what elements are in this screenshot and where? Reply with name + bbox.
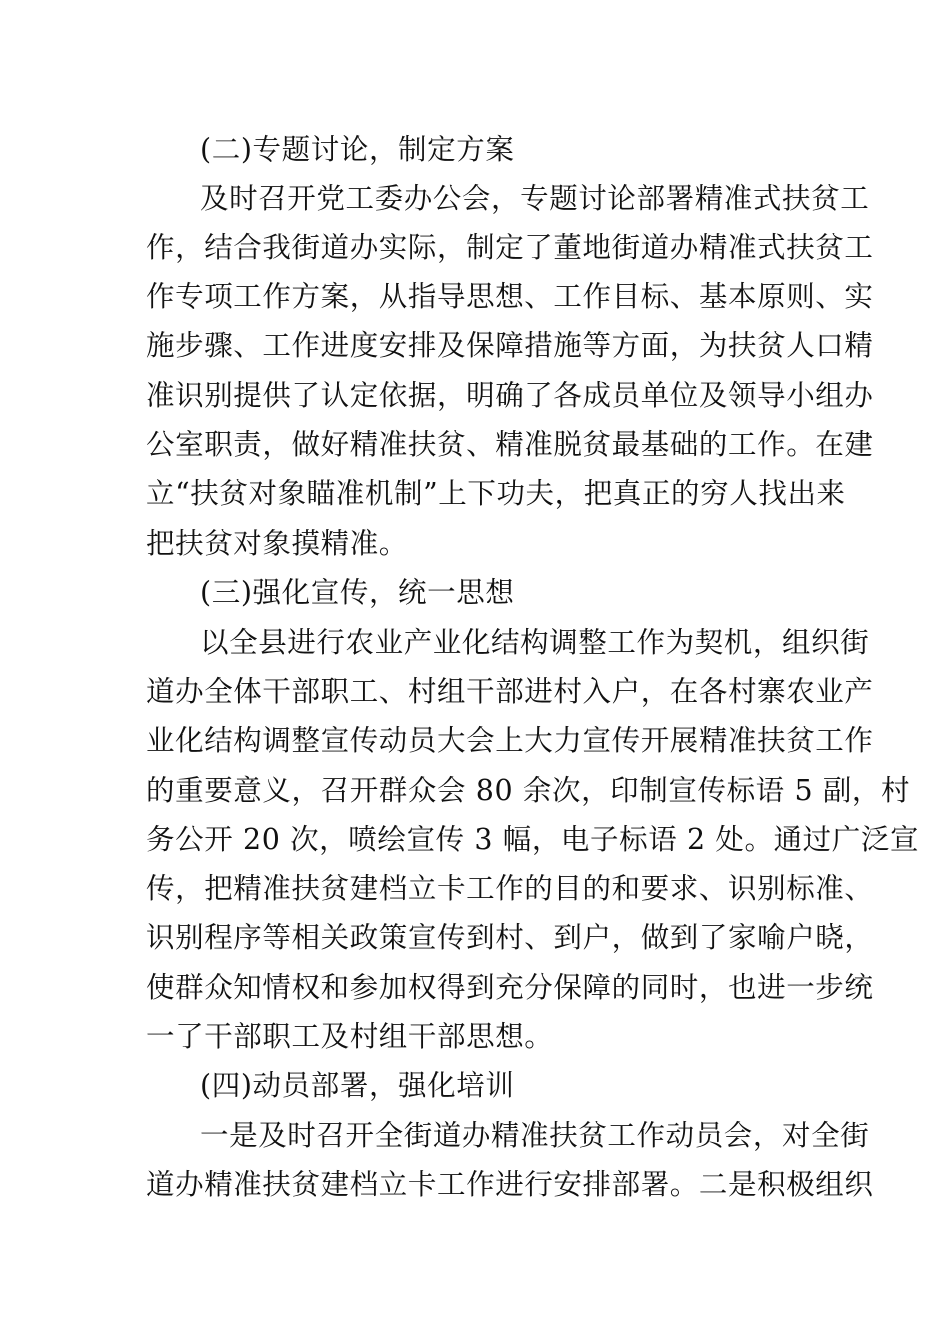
paragraph-line: 道办精准扶贫建档立卡工作进行安排部署。二是积极组织 [146, 1168, 874, 1201]
section-heading-2: (二)专题讨论，制定方案 [200, 133, 515, 166]
paragraph-line: 的重要意义，召开群众会 80 余次，印制宣传标语 5 副，村 [146, 774, 911, 807]
paragraph-line: 立“扶贫对象瞄准机制”上下功夫，把真正的穷人找出来 [146, 477, 846, 510]
paragraph-line: 道办全体干部职工、村组干部进村入户，在各村寨农业产 [146, 675, 874, 708]
section-heading-3: (三)强化宣传，统一思想 [200, 576, 515, 609]
paragraph-line: 识别程序等相关政策宣传到村、到户，做到了家喻户晓， [146, 921, 874, 954]
paragraph-line: 务公开 20 次，喷绘宣传 3 幅，电子标语 2 处。通过广泛宣 [146, 823, 920, 856]
paragraph-line: 业化结构调整宣传动员大会上大力宣传开展精准扶贫工作 [146, 724, 874, 757]
section-heading-4: (四)动员部署，强化培训 [200, 1069, 515, 1102]
paragraph-line: 一了干部职工及村组干部思想。 [146, 1020, 554, 1053]
paragraph-line: 把扶贫对象摸精准。 [146, 527, 408, 560]
paragraph-line: 作，结合我街道办实际，制定了董地街道办精准式扶贫工 [146, 231, 874, 264]
paragraph-line: 以全县进行农业产业化结构调整工作为契机，组织街 [200, 626, 870, 659]
paragraph-line: 一是及时召开全街道办精准扶贫工作动员会，对全街 [200, 1119, 870, 1152]
paragraph-line: 及时召开党工委办公会，专题讨论部署精准式扶贫工 [200, 182, 870, 215]
paragraph-line: 公室职责，做好精准扶贫、精准脱贫最基础的工作。在建 [146, 428, 874, 461]
paragraph-line: 施步骤、工作进度安排及保障措施等方面，为扶贫人口精 [146, 329, 874, 362]
paragraph-line: 使群众知情权和参加权得到充分保障的同时，也进一步统 [146, 971, 874, 1004]
paragraph-line: 作专项工作方案，从指导思想、工作目标、基本原则、实 [146, 280, 874, 313]
paragraph-line: 准识别提供了认定依据，明确了各成员单位及领导小组办 [146, 379, 874, 412]
paragraph-line: 传，把精准扶贫建档立卡工作的目的和要求、识别标准、 [146, 872, 874, 905]
